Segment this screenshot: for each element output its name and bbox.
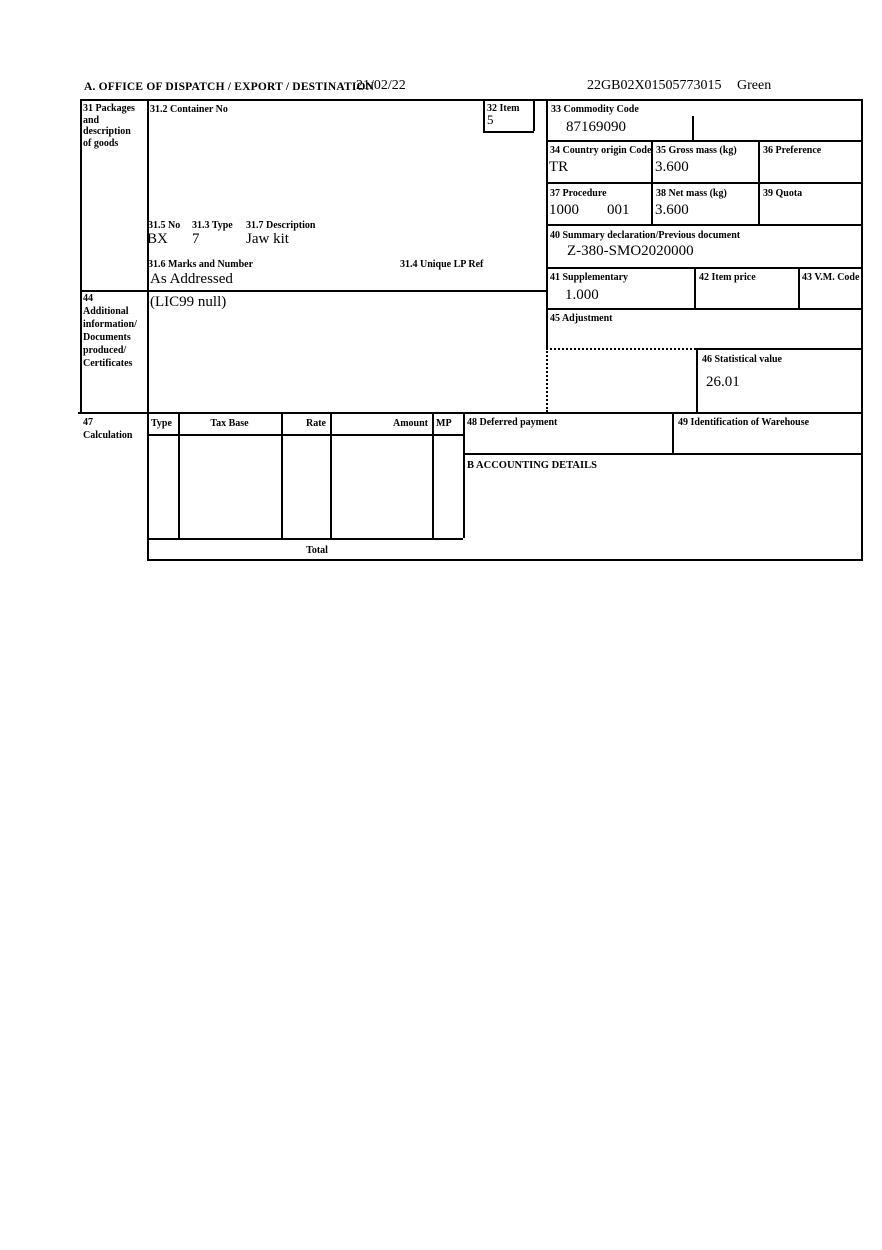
box38-net-mass-label: 38 Net mass (kg) (656, 188, 727, 199)
box46-statistical-value: 26.01 (706, 374, 740, 390)
box37-procedure-label: 37 Procedure (550, 188, 607, 199)
row48-bottom-border (463, 453, 863, 455)
box31-4-unique-lp-ref-label: 31.4 Unique LP Ref (400, 259, 484, 270)
box35-gross-mass-label: 35 Gross mass (kg) (656, 145, 737, 156)
row37-bottom-border (546, 224, 863, 226)
box46-statistical-value-label: 46 Statistical value (702, 354, 782, 365)
movement-reference-number: 22GB02X01505773015 (587, 78, 722, 93)
calc-amount-right-border (432, 412, 434, 538)
calc-col-type-header: Type (151, 418, 172, 429)
box41-supplementary-value: 1.000 (565, 287, 599, 303)
calc-body-bottom-border (147, 538, 463, 540)
calc-total-label: Total (306, 545, 328, 556)
form-left-border (80, 99, 82, 412)
box32-left-border (483, 99, 485, 131)
box45-adjustment-label: 45 Adjustment (550, 313, 613, 324)
box34-country-origin-value: TR (549, 159, 569, 175)
center-divider-dotted (546, 348, 548, 412)
calc-mp-right-border (463, 412, 465, 538)
box31-3-type-value: 7 (192, 231, 200, 247)
box49-warehouse-id-label: 49 Identification of Warehouse (678, 417, 810, 428)
calc-header-bottom-border (147, 434, 463, 436)
box31-6-marks-label: 31.6 Marks and Number (148, 259, 254, 270)
box44-label: 44 Additional information/ Documents produced/ Certificates (83, 293, 137, 369)
box37-procedure-value-1: 1000 (549, 202, 579, 218)
box31-5-no-label: 31.5 No (148, 220, 181, 231)
box31-3-type-label: 31.3 Type (192, 220, 233, 231)
office-of-dispatch-title: A. OFFICE OF DISPATCH / EXPORT / DESTINATION (84, 81, 375, 93)
box32-item-value: 5 (487, 112, 494, 127)
calc-col-mp-header: MP (436, 418, 452, 429)
box46-left-border (696, 348, 698, 412)
calc-taxbase-right-border (281, 412, 283, 538)
box43-vm-code-label: 43 V.M. Code (802, 272, 860, 283)
form-bottom-border (147, 559, 863, 561)
center-divider (546, 99, 548, 348)
calc-type-right-border (178, 412, 180, 538)
box48-deferred-payment-label: 48 Deferred payment (467, 417, 558, 428)
box40-summary-declaration-label: 40 Summary declaration/Previous document (550, 230, 741, 241)
box39-quota-label: 39 Quota (763, 188, 803, 199)
col41-right-border (694, 267, 696, 308)
box33-commodity-code-value: 87169090 (566, 119, 626, 135)
box34-country-origin-label: 34 Country origin Code (550, 145, 652, 156)
box46-top-border (696, 348, 863, 350)
form-top-border (80, 99, 863, 101)
calc-col-taxbase-header: Tax Base (210, 418, 249, 429)
box32-right-border (533, 99, 535, 131)
row41-bottom-border (546, 308, 863, 310)
form-right-border (861, 99, 863, 559)
box37-procedure-value-2: 001 (607, 202, 630, 218)
box44-top-border (80, 290, 546, 292)
box45-bottom-dotted-border (546, 348, 696, 350)
col42-right-border (798, 267, 800, 308)
box40-bottom-border (546, 267, 863, 269)
box48-right-border (672, 412, 674, 453)
box31-7-description-label: 31.7 Description (246, 220, 316, 231)
calc-col-rate-header: Rate (306, 418, 326, 429)
box42-item-price-label: 42 Item price (699, 272, 756, 283)
box44-additional-info-value: (LIC99 null) (150, 294, 227, 310)
accounting-details-heading: B ACCOUNTING DETAILS (467, 460, 597, 471)
calc-rate-right-border (330, 412, 332, 538)
commodity-code-separator-tick (692, 116, 694, 140)
calc-col-amount-header: Amount (392, 418, 428, 429)
row47-top-border (78, 412, 863, 414)
box35-gross-mass-value: 3.600 (655, 159, 689, 175)
box40-summary-declaration-value: Z-380-SMO2020000 (567, 243, 694, 259)
box31-label: 31 Packages and description of goods (83, 103, 135, 149)
box31-5-no-value: BX (147, 231, 168, 247)
box47-label: 47 Calculation (83, 417, 133, 441)
declaration-date: 21/02/22 (356, 78, 406, 93)
box38-net-mass-value: 3.600 (655, 202, 689, 218)
box32-item-label: 32 Item (487, 103, 520, 114)
box31-6-marks-value: As Addressed (150, 271, 233, 287)
box32-bottom-border (483, 131, 534, 133)
label-column-divider (147, 99, 149, 559)
box31-2-container-no-label: 31.2 Container No (150, 104, 228, 115)
box33-commodity-code-label: 33 Commodity Code (551, 104, 639, 115)
box36-preference-label: 36 Preference (763, 145, 822, 156)
box33-bottom-border (546, 140, 863, 142)
routing-indicator: Green (737, 78, 772, 93)
box31-7-description-value: Jaw kit (246, 231, 289, 247)
row34-bottom-border (546, 182, 863, 184)
col35-right-border (758, 140, 760, 224)
box41-supplementary-label: 41 Supplementary (550, 272, 629, 283)
